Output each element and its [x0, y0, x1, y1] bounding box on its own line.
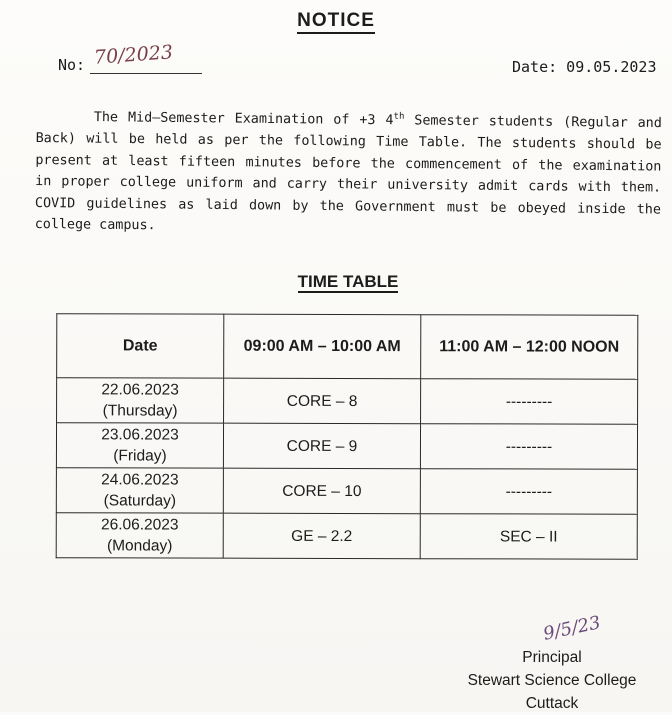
row-slot2-cell: --------- [420, 424, 637, 470]
row-slot2-cell: --------- [420, 469, 637, 515]
timetable [56, 313, 639, 560]
row-date-cell: 22.06.2023 (Thursday) [57, 378, 224, 423]
row-date-cell: 24.06.2023 (Saturday) [56, 468, 223, 513]
signatory-block [440, 646, 664, 715]
row-date-cell: 23.06.2023 (Friday) [56, 423, 223, 468]
table-row [56, 423, 637, 470]
principal-signature: 9/5/23 [541, 612, 603, 645]
timetable-header-row [57, 314, 638, 380]
college-city: Cuttack [525, 695, 579, 712]
table-row [56, 468, 637, 515]
header-date: Date [57, 314, 224, 378]
principal-label: Principal [522, 649, 582, 666]
row-slot2-cell: --------- [421, 379, 638, 425]
row-slot1-cell: CORE – 10 [223, 468, 420, 514]
row-slot2-cell: SEC – II [420, 514, 637, 560]
notice-number-handwritten: 70/2023 [93, 41, 174, 69]
timetable-title: TIME TABLE [297, 272, 399, 291]
college-name: Stewart Science College [467, 672, 637, 689]
notice-date: Date: 09.05.2023 [512, 58, 657, 76]
table-row [57, 378, 638, 425]
table-row [56, 513, 637, 560]
notice-number-label: No: [58, 56, 86, 74]
row-slot1-cell: CORE – 9 [223, 423, 420, 469]
notice-title: NOTICE [0, 10, 672, 32]
notice-number-underline [90, 73, 202, 74]
row-date-cell: 26.06.2023 (Monday) [56, 513, 223, 558]
row-slot1-cell: GE – 2.2 [223, 513, 420, 559]
header-slot-late: 11:00 AM – 12:00 NOON [421, 315, 638, 380]
header-slot-morning: 09:00 AM – 10:00 AM [224, 314, 421, 379]
notice-body: The Mid–Semester Examination of +3 4th Semester students (Regular and Back) will be held as per the following Time Table. The students should be present at least fifteen minutes before the commencement of the examination in proper college uniform and carry their university admit cards with them. COVID guidelines as laid down by the Government must be obeyed inside the college campus. [34, 110, 662, 234]
row-slot1-cell: CORE – 8 [224, 378, 421, 424]
